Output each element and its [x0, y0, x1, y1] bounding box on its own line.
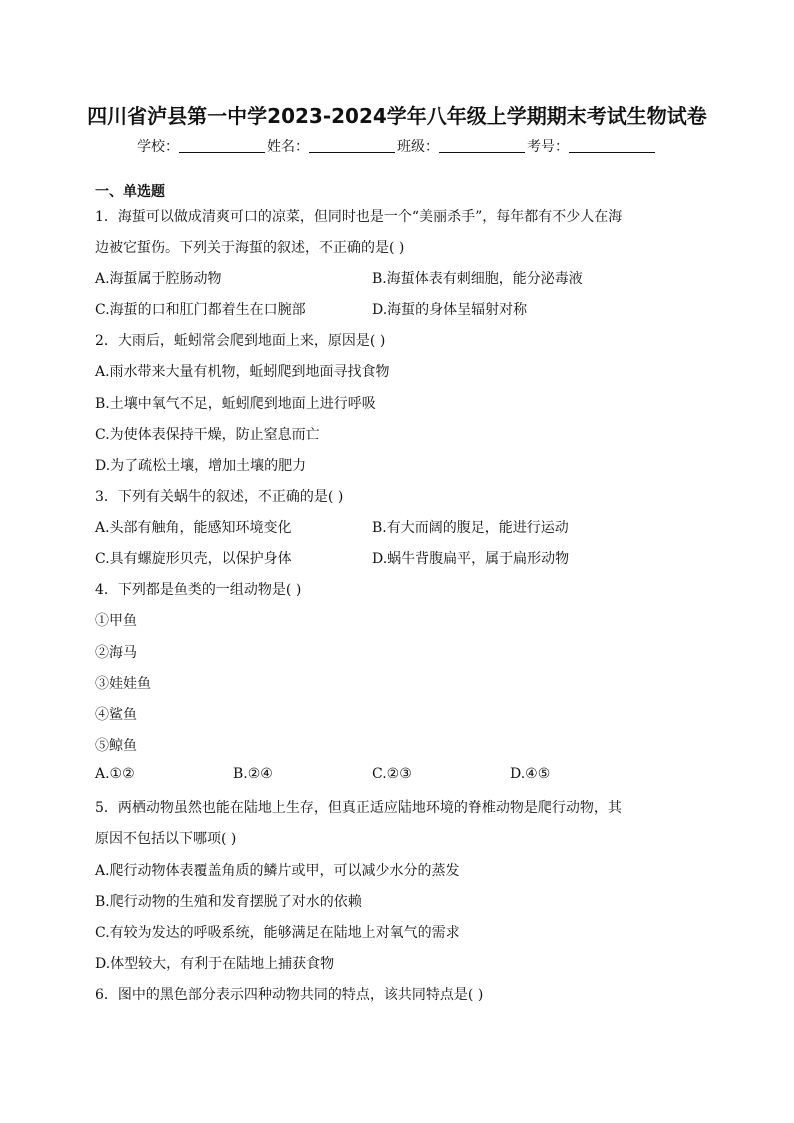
- q3-option-a: A.头部有触角，能感知环境变化: [95, 520, 292, 536]
- q3-stem: 3．下列有关蜗牛的叙述，不正确的是( ): [95, 489, 344, 505]
- exam-no-label: 考号：: [527, 139, 569, 155]
- name-blank[interactable]: [309, 138, 395, 153]
- class-label: 班级：: [397, 139, 439, 155]
- q1-stem-line1: 1．海蜇可以做成清爽可口的凉菜，但同时也是一个“美丽杀手”，每年都有不少人在海: [95, 209, 623, 225]
- q4-option-a: A.①②: [95, 766, 135, 782]
- q4-option-d: D.④⑤: [510, 766, 551, 782]
- q6-stem: 6．图中的黑色部分表示四种动物共同的特点，该共同特点是( ): [95, 987, 484, 1003]
- q1-option-a: A.海蜇属于腔肠动物: [95, 271, 222, 287]
- student-info-line: [0, 136, 794, 156]
- q3-option-c: C.具有螺旋形贝壳，以保护身体: [95, 551, 292, 567]
- q4-item: ③娃娃鱼: [95, 676, 151, 692]
- q5-option-d: D.体型较大，有利于在陆地上捕获食物: [95, 956, 335, 972]
- school-label: 学校：: [137, 139, 179, 155]
- q1-stem-line2: 边被它蜇伤。下列关于海蜇的叙述，不正确的是( ): [95, 240, 405, 256]
- q4-item: ①甲鱼: [95, 613, 137, 629]
- q1-option-d: D.海蜇的身体呈辐射对称: [372, 302, 528, 318]
- q5-option-c: C.有较为发达的呼吸系统，能够满足在陆地上对氧气的需求: [95, 925, 460, 941]
- q4-item: ④鲨鱼: [95, 707, 137, 723]
- q3-option-b: B.有大而阔的腹足，能进行运动: [372, 520, 569, 536]
- q5-option-b: B.爬行动物的生殖和发育摆脱了对水的依赖: [95, 894, 362, 910]
- q5-stem-line2: 原因不包括以下哪项( ): [95, 831, 237, 847]
- class-blank[interactable]: [439, 138, 525, 153]
- q2-stem: 2．大雨后，蚯蚓常会爬到地面上来，原因是( ): [95, 333, 386, 349]
- q2-option-d: D.为了疏松土壤，增加土壤的肥力: [95, 458, 307, 474]
- section-title: 一、单选题: [95, 184, 165, 200]
- q4-stem: 4．下列都是鱼类的一组动物是( ): [95, 582, 302, 598]
- q2-option-a: A.雨水带来大量有机物，蚯蚓爬到地面寻找食物: [95, 364, 390, 380]
- q4-option-b: B.②④: [233, 766, 273, 782]
- q2-option-b: B.土壤中氧气不足，蚯蚓爬到地面上进行呼吸: [95, 396, 376, 412]
- name-label: 姓名：: [267, 139, 309, 155]
- q5-stem-line1: 5．两栖动物虽然也能在陆地上生存，但真正适应陆地环境的脊椎动物是爬行动物，其: [95, 800, 622, 816]
- q2-option-c: C.为使体表保持干燥，防止窒息而亡: [95, 427, 320, 443]
- school-blank[interactable]: [179, 138, 265, 153]
- q4-item: ⑤鲸鱼: [95, 738, 137, 754]
- q1-option-c: C.海蜇的口和肛门都着生在口腕部: [95, 302, 306, 318]
- q4-option-c: C.②③: [372, 766, 412, 782]
- exam-title: 四川省泸县第一中学2023-2024学年八年级上学期期末考试生物试卷: [87, 104, 707, 128]
- q4-item: ②海马: [95, 645, 137, 661]
- q1-option-b: B.海蜇体表有刺细胞，能分泌毒液: [372, 271, 583, 287]
- q3-option-d: D.蜗牛背腹扁平，属于扁形动物: [372, 551, 570, 567]
- exam-no-blank[interactable]: [569, 138, 655, 153]
- q5-option-a: A.爬行动物体表覆盖角质的鳞片或甲，可以减少水分的蒸发: [95, 863, 460, 879]
